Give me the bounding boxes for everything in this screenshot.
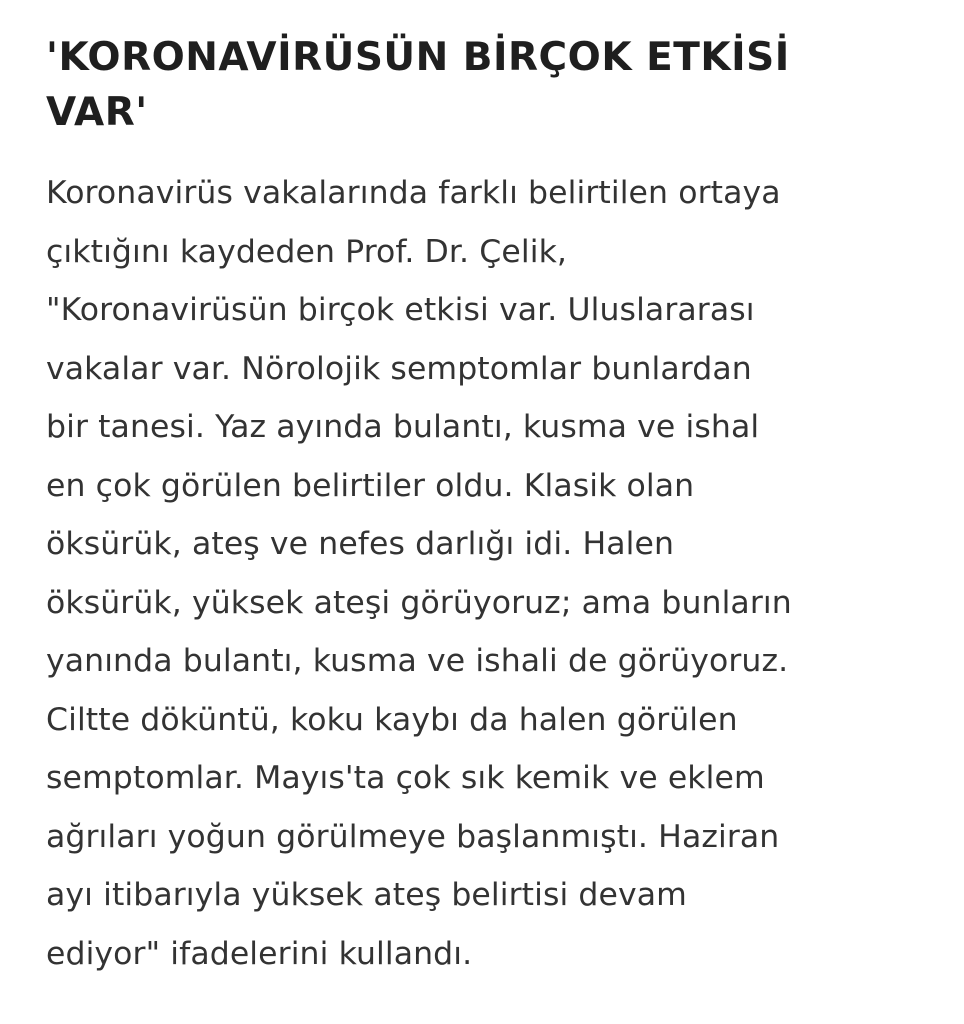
paragraph-line: ağrıları yoğun görülmeye başlanmıştı. Haziran — [46, 818, 780, 855]
paragraph-line: öksürük, ateş ve nefes darlığı idi. Halen — [46, 526, 675, 562]
paragraph-line: Ciltte döküntü, koku kaybı da halen görülen — [46, 701, 738, 738]
paragraph-line: bir tanesi. Yaz ayında bulantı, kusma ve ishal — [46, 409, 760, 445]
paragraph-line: semptomlar. Mayıs'ta çok sık kemik ve eklem — [46, 760, 765, 796]
article — [46, 30, 936, 983]
paragraph-line: ediyor" ifadelerini kullandı. — [46, 935, 473, 972]
paragraph-line: yanında bulantı, kusma ve ishali de görüyoruz. — [46, 643, 789, 679]
paragraph-line: vakalar var. Nörolojik semptomlar bunlardan — [46, 350, 752, 387]
paragraph-line: öksürük, yüksek ateşi görüyoruz; ama bunların — [46, 584, 792, 621]
paragraph-line: Koronavirüs vakalarında farklı belirtilen ortaya — [46, 175, 781, 211]
article-headline: 'KORONAVİRÜSÜN BİRÇOK ETKİSİ VAR' — [46, 35, 790, 135]
paragraph-line: çıktığını kaydeden Prof. Dr. Çelik, — [46, 233, 568, 270]
paragraph-line: en çok görülen belirtiler oldu. Klasik olan — [46, 467, 695, 504]
paragraph-line: ayı itibarıyla yüksek ateş belirtisi devam — [46, 877, 687, 913]
article-paragraph — [46, 164, 936, 983]
paragraph-line: "Koronavirüsün birçok etkisi var. Uluslararası — [46, 292, 755, 328]
